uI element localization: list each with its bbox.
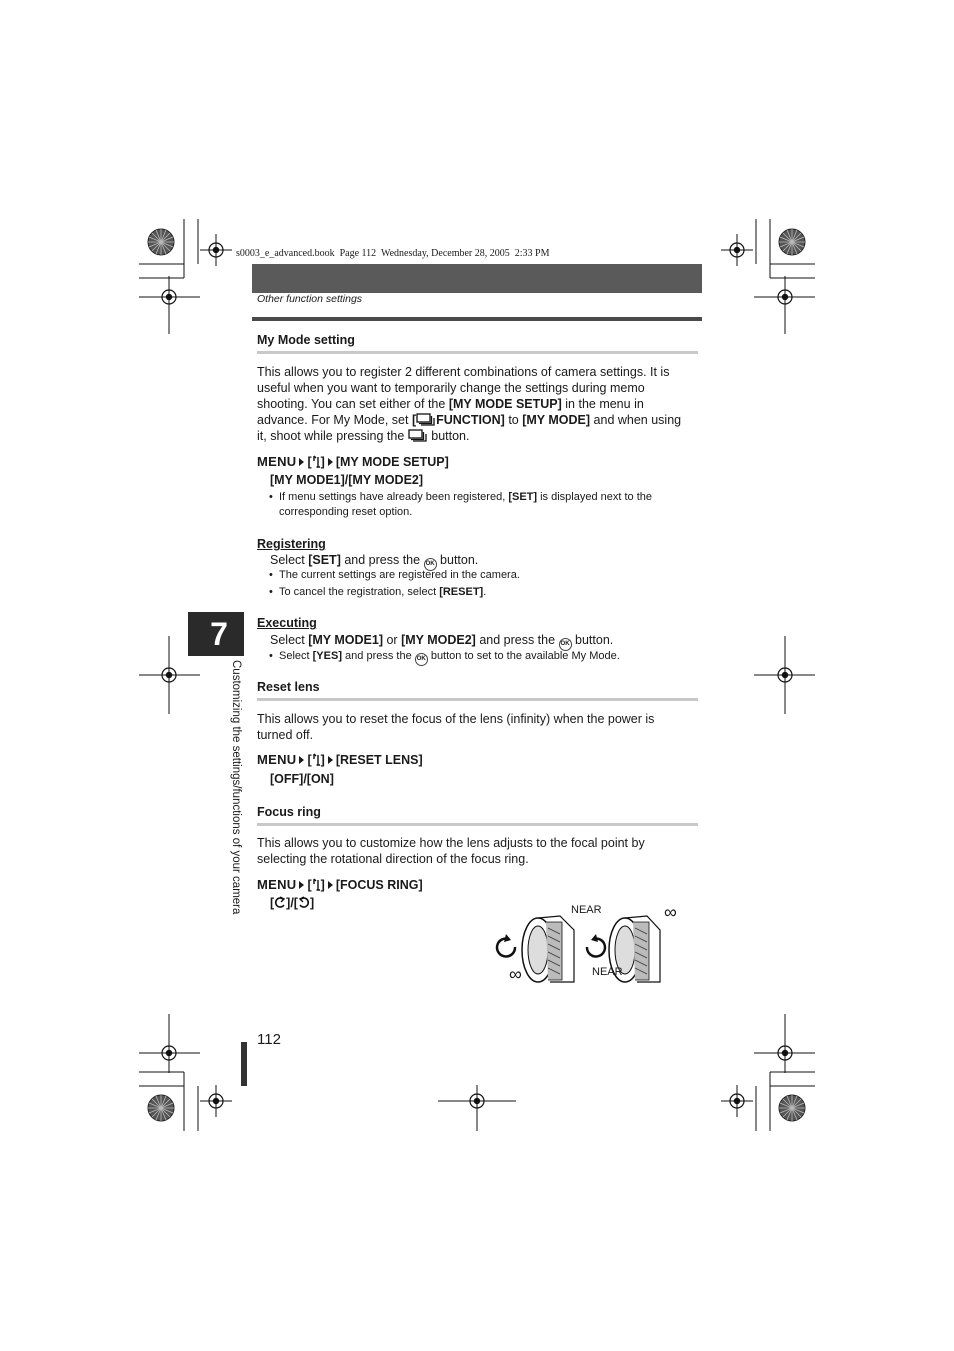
registering-heading: Registering [257, 537, 326, 551]
registering-bullet-1: • The current settings are registered in the camera. [269, 569, 520, 581]
my-mode-heading: My Mode setting [257, 333, 355, 347]
near-label-right: NEAR [592, 966, 623, 978]
near-label-left: NEAR [571, 904, 602, 916]
arrow-icon [299, 458, 304, 466]
my-mode-bullet: • If menu settings have already been registered, [SET] is displayed next to the corresponding reset option. [269, 491, 653, 518]
arrow-icon [328, 458, 333, 466]
ok-button-icon: OK [559, 638, 572, 651]
infinity-label-left: ∞ [509, 964, 522, 984]
executing-bullet: • Select [YES] and press the OK button to set to the available My Mode. [279, 649, 620, 666]
my-mode-paragraph: This allows you to register 2 different combinations of camera settings. It is useful when you want to temporarily change the settings during memo shooting. You can set either of the [MY MODE SETUP] in the menu in advance. For My Mode, set [ FUNCTION] to [MY MODE] and when using it, shoot while pressing the button. [257, 365, 682, 443]
header-bar [252, 264, 702, 293]
focus-ring-options: [ ]/[ ] [270, 896, 315, 910]
reset-lens-paragraph: This allows you to reset the focus of the lens (infinity) when the power is turned off. [257, 712, 655, 742]
rotation-arrow-icon [298, 896, 310, 909]
wrench-icon: [ ] [307, 878, 325, 892]
menu-word: MENU [257, 877, 297, 892]
arrow-icon [299, 756, 304, 764]
reset-lens-rule [257, 698, 698, 701]
sequential-shooting-icon [408, 429, 428, 442]
executing-line: Select [MY MODE1] or [MY MODE2] and press the OK button. [270, 632, 613, 651]
my-mode-menu-path: MENU [ ] [MY MODE SETUP] [257, 454, 449, 469]
focus-ring-heading: Focus ring [257, 805, 321, 819]
rotation-arrow-icon [274, 896, 286, 909]
print-header: s0003_e_advanced.book Page 112 Wednesday, December 28, 2005 2:33 PM [236, 248, 550, 259]
section-rule [252, 317, 702, 321]
executing-heading: Executing [257, 616, 317, 630]
wrench-icon: [ ] [307, 753, 325, 767]
page-number-bar [241, 1042, 247, 1086]
arrow-icon [328, 756, 333, 764]
reset-lens-heading: Reset lens [257, 680, 320, 694]
my-mode-rule [257, 351, 698, 354]
focus-ring-paragraph: This allows you to customize how the lens adjusts to the focal point by selecting the rotational direction of the focus ring. [257, 836, 645, 866]
arrow-icon [299, 881, 304, 889]
reset-lens-menu-path: MENU [ ] [RESET LENS] [257, 752, 423, 767]
chapter-side-text: Customizing the settings/functions of your camera [230, 660, 242, 915]
wrench-icon: [ ] [307, 455, 325, 469]
reset-lens-options: [OFF]/[ON] [270, 772, 334, 786]
my-mode-options: [MY MODE1]/[MY MODE2] [270, 473, 424, 487]
arrow-icon [328, 881, 333, 889]
focus-ring-rule [257, 823, 698, 826]
focus-ring-menu-path: MENU [ ] [FOCUS RING] [257, 877, 423, 892]
infinity-label-right: ∞ [664, 902, 677, 922]
page-number: 112 [257, 1031, 281, 1048]
registering-bullet-2: • To cancel the registration, select [RESET]. [269, 586, 487, 598]
ok-button-icon: OK [415, 653, 428, 666]
chapter-number: 7 [210, 616, 228, 652]
registering-line: Select [SET] and press the OK button. [270, 552, 478, 571]
section-title: Other function settings [257, 293, 363, 305]
menu-word: MENU [257, 752, 297, 767]
sequential-shooting-icon [416, 413, 436, 426]
ok-button-icon: OK [424, 558, 437, 571]
menu-word: MENU [257, 454, 297, 469]
